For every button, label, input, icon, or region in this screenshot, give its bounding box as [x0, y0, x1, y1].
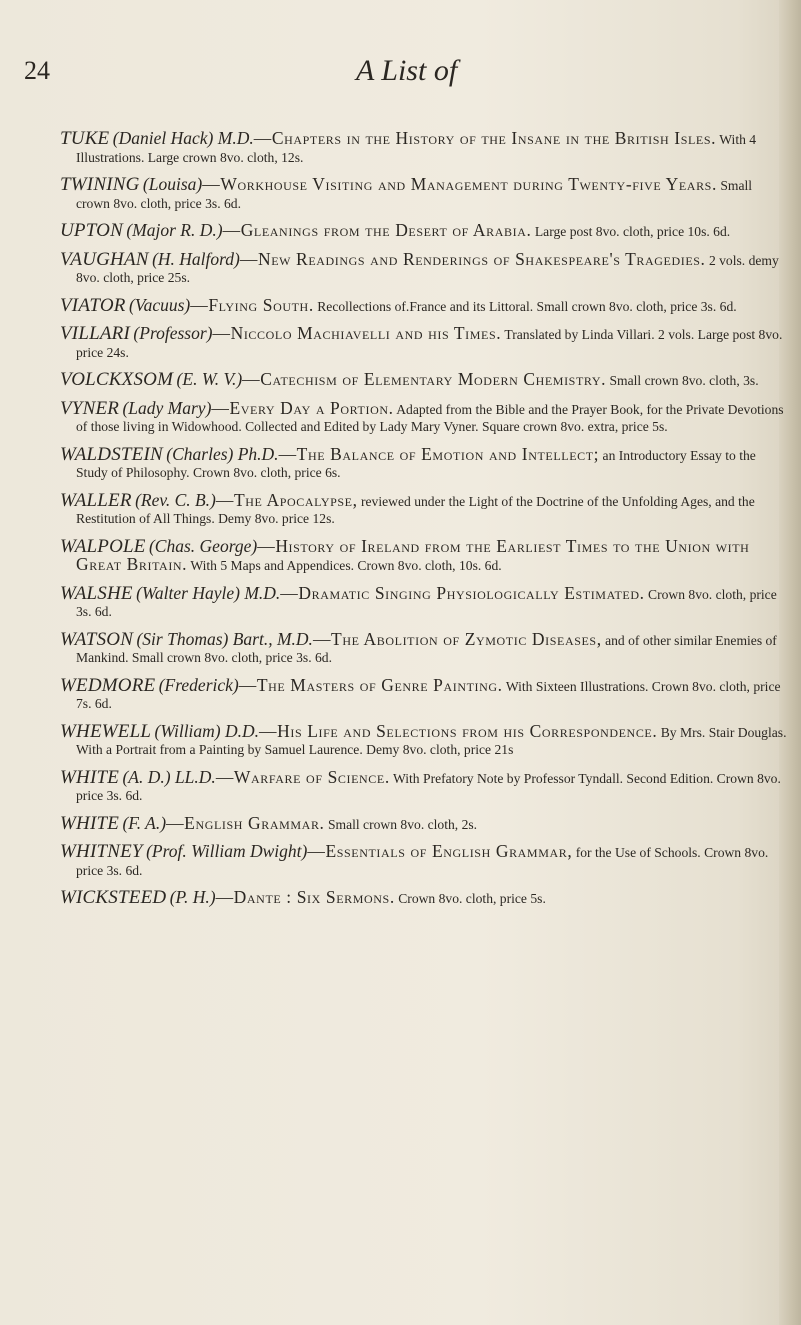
entry-title: —Workhouse Visiting and Management during Twenty-five Years. — [202, 174, 717, 194]
entry-title: —The Apocalypse, — [215, 489, 358, 510]
entry-author: WATSON — [60, 628, 134, 650]
entry-title: —Dante : Six Sermons. — [215, 887, 395, 907]
entry-author-given: (Major R. D.) — [126, 220, 223, 240]
entry-author-given: (Professor) — [133, 323, 213, 343]
entry-details: Small crown 8vo. cloth, 2s. — [327, 816, 478, 832]
entry-title: —The Abolition of Zymotic Diseases, — [312, 628, 602, 649]
entry-author: WHITE — [60, 812, 120, 834]
entry-author: WICKSTEED — [60, 887, 167, 908]
entry-author: VILLARI — [60, 323, 131, 344]
entry-author: WALLER — [60, 489, 132, 511]
entry-details: Crown 8vo. cloth, price 5s. — [398, 891, 546, 906]
entry-author-given: (Vacuus) — [129, 294, 191, 315]
entry-details: Translated by Linda Villari. 2 vols. Large post 8vo. price 24s. — [76, 327, 783, 360]
entry-details: reviewed under the Light of the Doctrine of the Unfolding Ages, and the Restitution of All Things. Demy 8vo. price 12s. — [76, 493, 755, 526]
entry-title: —His Life and Selections from his Correspondence. — [259, 720, 658, 741]
entry-author: TUKE — [60, 128, 110, 149]
entry-author: WEDMORE — [60, 674, 156, 696]
entry-author: VAUGHAN — [60, 248, 149, 270]
entry-author: VYNER — [60, 397, 120, 419]
entry-author: TWINING — [60, 174, 140, 195]
catalogue-entry — [60, 397, 788, 436]
entry-author: WALPOLE — [60, 535, 146, 557]
entry-title: —Flying South. — [190, 294, 314, 315]
entry-details: Small crown 8vo. cloth, price 3s. 6d. — [76, 178, 753, 211]
entry-title: —Dramatic Singing Physiologically Estimated. — [280, 582, 645, 603]
entry-details: Recollections of.France and its Littoral. Small crown 8vo. cloth, price 3s. 6d. — [317, 298, 737, 314]
entry-details: Adapted from the Bible and the Prayer Book, for the Private Devotions of those living in Widowhood. Collected and Edited by Lady Mary Vyner. Square crown 8vo. extra, price 5s. — [76, 401, 784, 434]
entry-author-given: (H. Halford) — [152, 248, 240, 269]
entry-author-given: (Louisa) — [142, 174, 203, 194]
entry-author-given: (Sir Thomas) Bart., M.D. — [136, 628, 313, 649]
entry-title: —The Masters of Genre Painting. — [238, 674, 503, 695]
catalogue-entry — [60, 489, 788, 528]
catalogue-entry — [60, 443, 788, 482]
catalogue-entry — [60, 843, 788, 879]
page-header — [24, 56, 784, 96]
entry-details: 2 vols. demy 8vo. cloth, price 25s. — [76, 252, 779, 285]
entry-title: —Every Day a Portion. — [211, 397, 394, 418]
entry-author-given: (F. A.) — [122, 812, 167, 833]
entry-author: WHITE — [60, 766, 120, 788]
entry-details: With 4 Illustrations. Large crown 8vo. cloth, 12s. — [76, 132, 757, 165]
entry-title: —History of Ireland from the Earliest Times to the Union with Great Britain. — [76, 535, 750, 574]
entry-author-given: (Daniel Hack) M.D. — [112, 128, 254, 148]
entry-title: —New Readings and Renderings of Shakespeare's Tragedies. — [239, 248, 706, 269]
entry-details: an Introductory Essay to the Study of Philosophy. Crown 8vo. cloth, price 6s. — [76, 447, 756, 480]
entry-details: With 5 Maps and Appendices. Crown 8vo. cloth, 10s. 6d. — [190, 558, 502, 573]
catalogue-entry — [60, 325, 788, 361]
catalogue-entry — [60, 628, 788, 667]
entry-title: —Gleanings from the Desert of Arabia. — [222, 220, 532, 240]
entry-details: and of other similar Enemies of Mankind. Small crown 8vo. cloth, price 3s. 6d. — [76, 632, 777, 665]
entry-details: Small crown 8vo. cloth, 3s. — [609, 373, 759, 388]
catalogue-entry — [60, 720, 788, 759]
catalogue-entries — [60, 130, 788, 918]
page-number: 24 — [24, 56, 50, 85]
entry-details: for the Use of Schools. Crown 8vo. price 3s. 6d. — [76, 845, 769, 878]
entry-author-given: (A. D.) LL.D. — [122, 766, 216, 787]
entry-author: VIATOR — [60, 294, 126, 316]
catalogue-entry — [60, 294, 788, 316]
catalogue-entry — [60, 222, 788, 241]
entry-details: With Sixteen Illustrations. Crown 8vo. cloth, price 7s. 6d. — [76, 678, 781, 711]
entry-title: —Chapters in the History of the Insane in the British Isles. — [253, 128, 717, 148]
entry-author-given: (Chas. George) — [148, 535, 258, 556]
entry-author: VOLCKXSOM — [60, 369, 174, 390]
entry-author-given: (Frederick) — [158, 674, 239, 695]
entry-title: —Catechism of Elementary Modern Chemistry. — [242, 369, 607, 389]
catalogue-entry — [60, 889, 788, 908]
entry-author: UPTON — [60, 220, 123, 241]
entry-author: WHITNEY — [60, 841, 143, 862]
entry-author-given: (Rev. C. B.) — [135, 489, 216, 510]
running-title: A List of — [356, 54, 458, 87]
entry-details: By Mrs. Stair Douglas. With a Portrait from a Painting by Samuel Laurence. Demy 8vo. cloth, price 21s — [76, 724, 787, 757]
catalogue-entry — [60, 582, 788, 621]
entry-author: WALDSTEIN — [60, 443, 163, 465]
entry-title: —The Balance of Emotion and Intellect; — [278, 443, 600, 464]
entry-author: WALSHE — [60, 582, 133, 604]
entry-author-given: (William) D.D. — [154, 720, 260, 741]
entry-author-given: (E. W. V.) — [176, 369, 243, 389]
entry-author-given: (Prof. William Dwight) — [146, 841, 308, 861]
entry-title: —Essentials of English Grammar, — [307, 841, 573, 861]
entry-title: —Niccolo Machiavelli and his Times. — [212, 323, 502, 343]
catalogue-entry — [60, 812, 788, 834]
entry-author: WHEWELL — [60, 720, 152, 742]
catalogue-entry — [60, 130, 788, 166]
entry-author-given: (Lady Mary) — [122, 397, 212, 418]
catalogue-entry — [60, 766, 788, 805]
entry-author-given: (P. H.) — [169, 887, 216, 907]
entry-author-given: (Walter Hayle) M.D. — [136, 582, 281, 603]
entry-details: Crown 8vo. cloth, price 3s. 6d. — [76, 586, 777, 619]
entry-title: —English Grammar. — [166, 812, 325, 833]
catalogue-entry — [60, 176, 788, 212]
entry-details: With Prefatory Note by Professor Tyndall. Second Edition. Crown 8vo. price 3s. 6d. — [76, 770, 781, 803]
catalogue-entry — [60, 248, 788, 287]
entry-author-given: (Charles) Ph.D. — [166, 443, 279, 464]
entry-title: —Warfare of Science. — [215, 766, 390, 787]
catalogue-entry — [60, 371, 788, 390]
entry-details: Large post 8vo. cloth, price 10s. 6d. — [534, 224, 731, 239]
catalogue-entry — [60, 674, 788, 713]
catalogue-entry — [60, 535, 788, 575]
